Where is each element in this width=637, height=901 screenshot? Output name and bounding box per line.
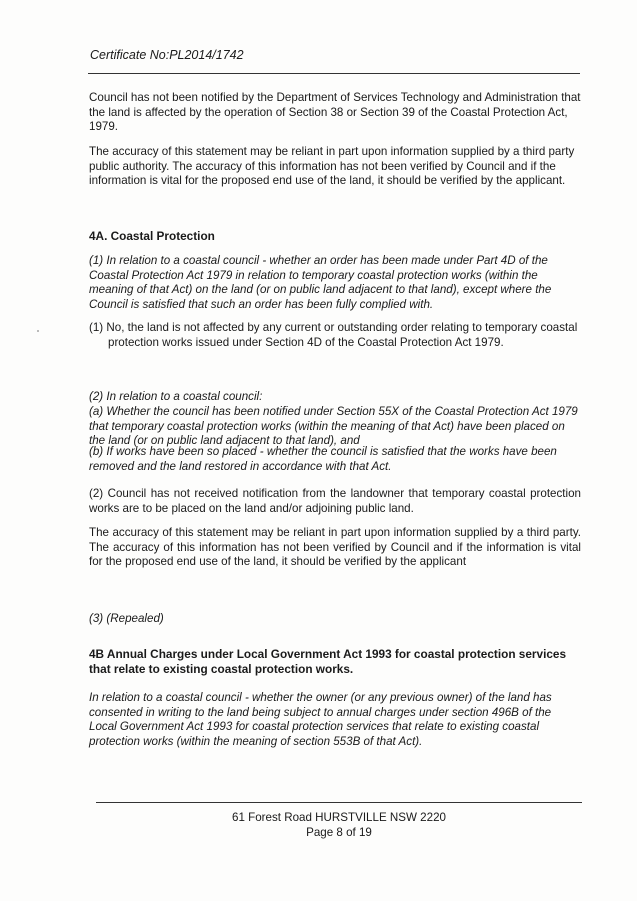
header-divider bbox=[88, 73, 580, 74]
footer-divider bbox=[96, 802, 582, 803]
section-4a-accuracy-note: The accuracy of this statement may be reliant in part upon information supplied by a third party. The accuracy of this information has not been verified by Council and if the information is vital for the proposed end use of the land, it should be verified by the applicant bbox=[89, 526, 581, 569]
section-4a-question-1: (1) In relation to a coastal council - whether an order has been made under Part 4D of the Coastal Protection Act 1979 in relation to temporary coastal protection works (within the meaning of that Act) on the land (or on public land adjacent to that land), except where the Council is satisfied that such an order has been fully complied with. bbox=[89, 254, 552, 311]
section-4b-heading: 4B Annual Charges under Local Government Act 1993 for coastal protection services that relate to existing coastal protection works. bbox=[89, 647, 567, 676]
section-4a-heading: 4A. Coastal Protection bbox=[89, 229, 215, 243]
section-4a-question-2a: (a) Whether the council has been notified under Section 55X of the Coastal Protection Act 1979 that temporary coastal protection works (within the meaning of that Act) have been placed on the land (or on public land adjacent to that land), and bbox=[89, 405, 578, 448]
certificate-number: Certificate No:PL2014/1742 bbox=[90, 48, 244, 62]
section-4b-question: In relation to a coastal council - whether the owner (or any previous owner) of the land has consented in writing to the land being subject to annual charges under section 496B of the Local Government Act 1993 for coastal protection services that relate to existing coastal protection works (within the meaning of section 553B of that Act). bbox=[89, 691, 552, 748]
footer-address: 61 Forest Road HURSTVILLE NSW 2220 bbox=[232, 811, 446, 824]
paragraph-notification: Council has not been notified by the Department of Services Technology and Administration that the land is affected by the operation of Section 38 or Section 39 of the Coastal Protection Act, 1979. bbox=[89, 91, 581, 134]
section-4a-answer-2: (2) Council has not received notification from the landowner that temporary coastal protection works are to be placed on the land and/or adjoining public land. bbox=[89, 487, 581, 515]
section-4a-answer-1: (1) No, the land is not affected by any current or outstanding order relating to temporary coastal protection works issued under Section 4D of the Coastal Protection Act 1979. bbox=[89, 321, 578, 349]
section-4a-question-2-intro: (2) In relation to a coastal council: bbox=[89, 390, 263, 403]
page-number: Page 8 of 19 bbox=[306, 826, 372, 839]
section-4a-question-2b: (b) If works have been so placed - whether the council is satisfied that the works have been removed and the land restored in accordance with that Act. bbox=[89, 445, 557, 473]
paragraph-accuracy: The accuracy of this statement may be reliant in part upon information supplied by a third party public authority. The accuracy of this information has not been verified by Council and if the information is vital for the proposed end use of the land, it should be verified by the applicant. bbox=[89, 145, 575, 188]
section-4a-question-3: (3) (Repealed) bbox=[89, 612, 164, 625]
scan-speck bbox=[37, 330, 39, 332]
